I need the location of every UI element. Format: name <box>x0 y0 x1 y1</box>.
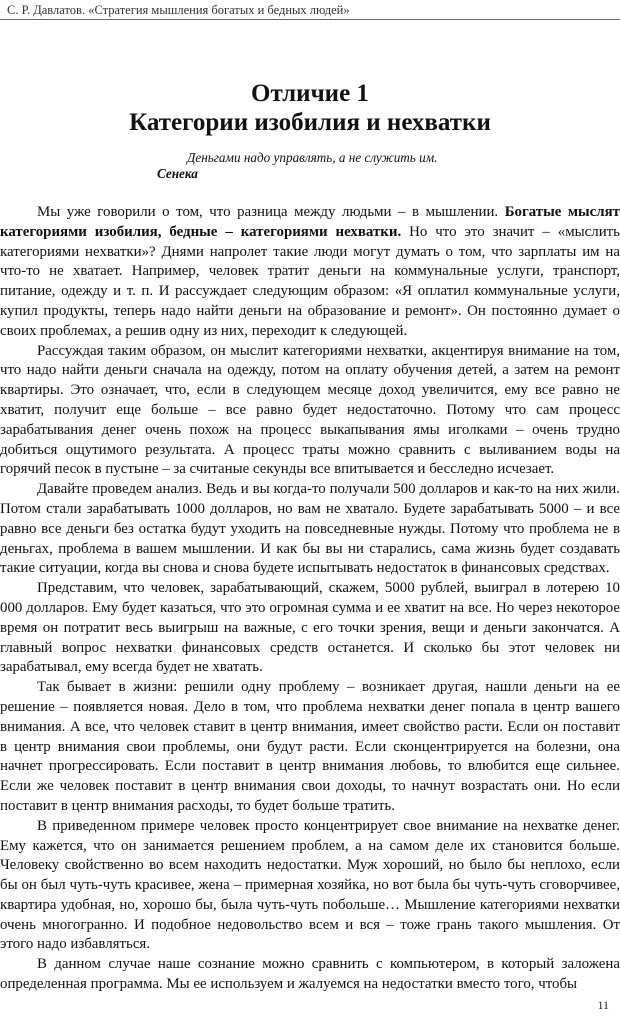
epigraph-quote: Деньгами надо управлять, а не служить им. <box>187 150 438 165</box>
p1-start: Мы уже говорили о том, что разница между людьми – в мышлении. <box>37 204 505 220</box>
chapter-number: Отличие 1 <box>251 80 369 107</box>
header-rule <box>0 19 620 20</box>
running-head: С. Р. Давлатов. «Стратегия мышления богатых и бедных людей» <box>7 3 350 17</box>
chapter-title: Категории изобилия и нехватки <box>129 109 491 136</box>
body-text <box>0 203 620 995</box>
paragraph-6: В приведенном примере человек просто концентрирует свое внимание на нехватке денег. Ему кажется, что он занимается решением проблем, а на самом деле их становится больше. Человеку свойственно во всем находить недостатки. Муж хороший, но было бы неплохо, если бы он был чуть-чуть красивее, жена – примерная хозяйка, но вот была бы чуть-чуть сговорчивее, квартира удобная, но, хорошо бы, была чуть-чуть побольше… Мышление категориями нехватки очень многогранно. И подобное недовольство всем и вся – тоже грань такого мышления. От этого надо избавляться. <box>0 817 620 953</box>
p1-emphasis: Богатые мыслят категориями изобилия, бедные – категориями нехватки. <box>0 204 620 240</box>
page-number: 11 <box>597 998 609 1012</box>
paragraph-5: Так бывает в жизни: решили одну проблему – возникает другая, нашли деньги на ее решение – появляется новая. Дело в том, что проблема нехватки денег попала в центр вашего внимания. А все, что человек ставит в центр внимания, имеет свойство расти. Если он поставит в центр внимания свои проблемы, они будут расти. Если сконцентрируется на болезни, она начнет прогрессировать. Если поставит в центр внимания любовь, то влюбится еще сильнее. Если же человек поставит в центр внимания свои доходы, то начнут возрастать они. Но если поставит в центр внимания расходы, то будет больше тратить. <box>0 679 620 814</box>
paragraph-7: В данном случае наше сознание можно сравнить с компьютером, в который заложена определенная программа. Мы ее используем и жалуемся на недостатки вместо того, чтобы <box>0 956 620 993</box>
paragraph-1 <box>0 203 620 342</box>
paragraph-4: Представим, что человек, зарабатывающий, скажем, 5000 рублей, выиграл в лотерею 10 000 долларов. Ему будет казаться, что это огромная сумма и ее хватит на все. Но через некоторое время он потратит весь выигрыш на важные, с его точки зрения, вещи и деньги закончатся. А главный вопрос нехватки финансовых средств останется. И сколько бы этот человек ни зарабатывал, ему всегда будет не хватать. <box>0 580 620 676</box>
paragraph-3: Давайте проведем анализ. Ведь и вы когда-то получали 500 долларов и как-то на них жили. Потом стали зарабатывать 1000 долларов, но вам не хватало. Будете зарабатывать 5000 – и все равно все деньги без остатка будут уходить на повседневные нужды. Потому что проблема не в деньгах, проблема в вашем мышлении. И как бы вы ни старались, сама жизнь будет создавать такие ситуации, когда вы снова и снова будете испытывать недостаток в финансовых средствах. <box>0 481 620 577</box>
p1-end: Но что это значит – «мыслить категориями нехватки»? Днями напролет такие люди могут думать о том, что зарплаты им на что-то не хватает. Например, человек тратит деньги на коммунальные услуги, транспорт, питание, одежду и т. п. И рассуждает следующим образом: «Я оплатил коммунальные услуги, купил продукты, теперь надо найти деньги на образование и ремонт». Он постоянно думает о своих проблемах, а решив одну из них, переходит к следующей. <box>0 223 620 339</box>
epigraph-author: Сенека <box>157 166 198 181</box>
paragraph-2: Рассуждая таким образом, он мыслит категориями нехватки, акцентируя внимание на том, что надо найти деньги сначала на одежду, потом на оплату обучения детей, а затем на ремонт квартиры. Это означает, что, если в следующем месяце доход увеличится, ему все равно не хватит, получит еще больше – все равно будет недостаточно. Потому что сам процесс зарабатывания денег очень похож на процесс выкапывания ямы иголками – очень трудно добиться ощутимого результата. А процесс траты можно сравнить с выливанием воды на горячий песок в пустыне – за считаные секунды все впитывается и бесследно исчезает. <box>0 342 620 478</box>
